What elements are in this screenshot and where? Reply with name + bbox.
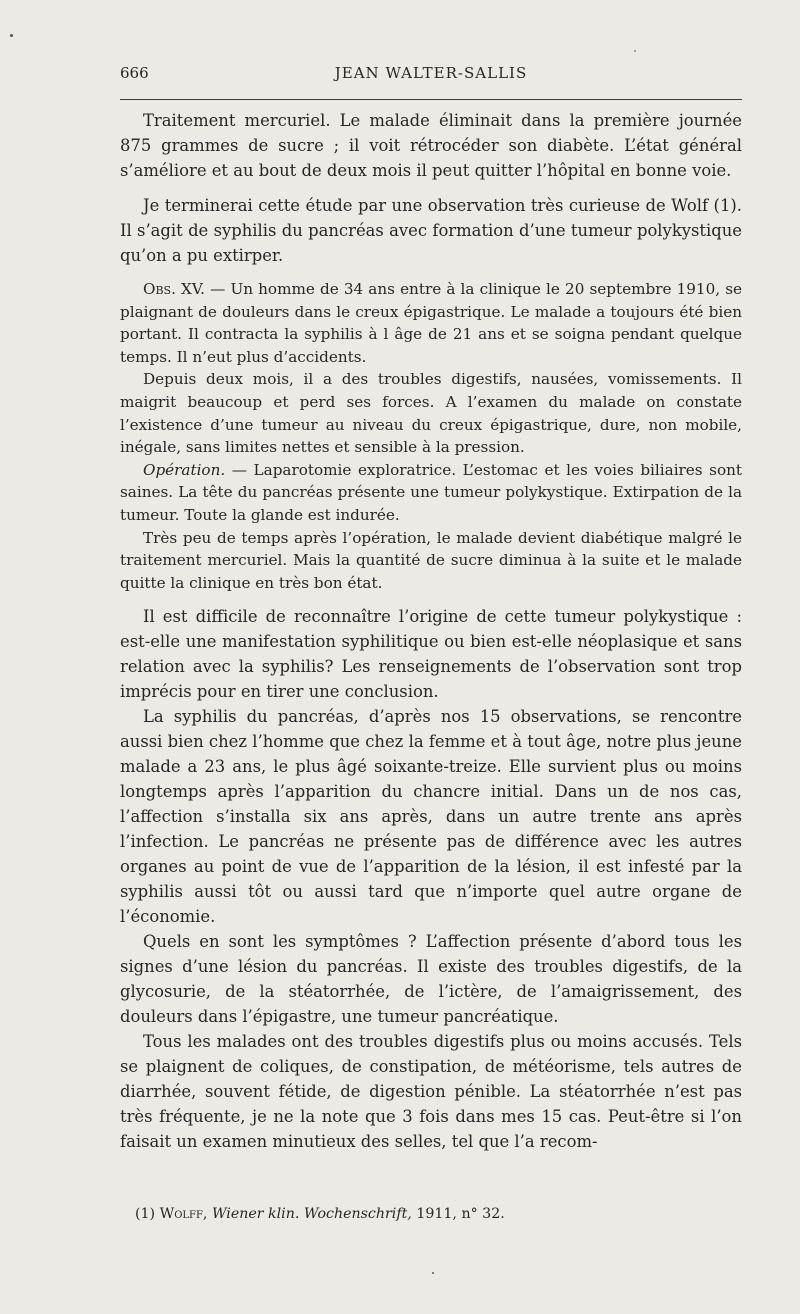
observation-block — [120, 278, 742, 594]
paragraph-symptoms: Quels en sont les symptômes ? L’affection présente d’abord tous les signes d’une lésion du pancréas. Il existe des troubles digestifs, de la glycosurie, de la stéatorrhée, de l’ictère, de l’amaigrissement, des douleurs dans l’épigastre, une tumeur pancréatique. — [120, 932, 742, 1027]
footnote-marker: (1) — [135, 1206, 156, 1222]
header-rule — [120, 99, 742, 100]
intro-block — [120, 108, 742, 268]
paper-speck — [432, 1272, 434, 1274]
body-text — [120, 108, 742, 1154]
observation-text: — Un homme de 34 ans entre à la clinique le 20 septembre 1910, se plaignant de douleurs dans le creux épigastrique. Le malade a toujours été bien portant. Il contracta la syphilis à l âge de 21 ans et se soigna pendant quelque temps. Il n’eut plus d’accidents. — [120, 280, 742, 366]
page-header — [120, 60, 742, 86]
paper-speck — [634, 50, 636, 52]
observation-symptoms: Depuis deux mois, il a des troubles digestifs, nausées, vomissements. Il maigrit beaucoup et perd ses forces. A l’examen du malade on constate l’existence d’une tumeur au niveau du creux épigastrique, dure, non mobile, inégale, sans limites nettes et sensible à la pression. — [120, 370, 742, 457]
paper-speck — [10, 34, 13, 37]
operation-text: — Laparotomie exploratrice. L’estomac et les voies biliaires sont saines. La tête du pancréas présente une tumeur polykystique. Extirpation de la tumeur. Toute la glande est indurée. — [120, 460, 742, 524]
operation-label: Opération. — [143, 460, 226, 479]
observation-xv — [120, 278, 742, 368]
paragraph-treatment: Traitement mercuriel. Le malade éliminait dans la première journée 875 grammes de sucre ; il voit rétrocéder son diabète. L’état général s’améliore et au bout de deux mois il peut quitter l’hôpital en bonne voie. — [120, 111, 742, 180]
running-title: JEAN WALTER-SALLIS — [334, 64, 528, 82]
footnote — [135, 1206, 735, 1222]
paragraph-origin: Il est difficile de reconnaître l’origine de cette tumeur polykystique : est-elle une manifestation syphilitique ou bien est-elle néoplasique et sans relation avec la syphilis? Les renseignements de l’observation sont trop imprécis pour en tirer une conclusion. — [120, 607, 742, 702]
page-number: 666 — [120, 64, 149, 82]
observation-outcome: Très peu de temps après l’opération, le malade devient diabétique malgré le traitement mercuriel. Mais la quantité de sucre diminua à la suite et le malade quitte la clinique en très bon état. — [120, 528, 742, 592]
observation-label: Obs. XV. — [143, 280, 205, 298]
paragraph-epidemiology: La syphilis du pancréas, d’après nos 15 observations, se rencontre aussi bien chez l’homme que chez la femme et à tout âge, notre plus jeune malade a 23 ans, le plus âgé soixante-treize. Elle survient plus ou moins longtemps après l’apparition du chancre initial. Dans un de nos cas, l’affection s’installa six ans après, dans un autre trente ans après l’infection. Le pancréas ne présente pas de différence avec les autres organes au point de vue de l’apparition de la lésion, il est infesté par la syphilis aussi tôt ou aussi tard que n’importe quel autre organe de l’économie. — [120, 707, 742, 927]
footnote-journal: Wiener klin. Wochenschrift, — [211, 1206, 412, 1222]
paragraph-wolf-intro: Je terminerai cette étude par une observation très curieuse de Wolf (1). Il s’agit de syphilis du pancréas avec formation d’une tumeur polykystique qu’on a pu extirper. — [120, 196, 742, 265]
footnote-details: 1911, n° 32. — [416, 1206, 505, 1222]
footnote-author: Wolff, — [159, 1206, 208, 1222]
paragraph-digestive: Tous les malades ont des troubles digestifs plus ou moins accusés. Tels se plaignent de coliques, de constipation, de météorisme, tels autres de diarrhée, souvent fétide, de digestion pénible. La stéatorrhée n’est pas très fréquente, je ne la note que 3 fois dans mes 15 cas. Peut-être si l’on faisait un examen minutieux des selles, tel que l’a recom- — [120, 1032, 742, 1152]
discussion-block — [120, 604, 742, 1154]
observation-operation — [120, 459, 742, 527]
